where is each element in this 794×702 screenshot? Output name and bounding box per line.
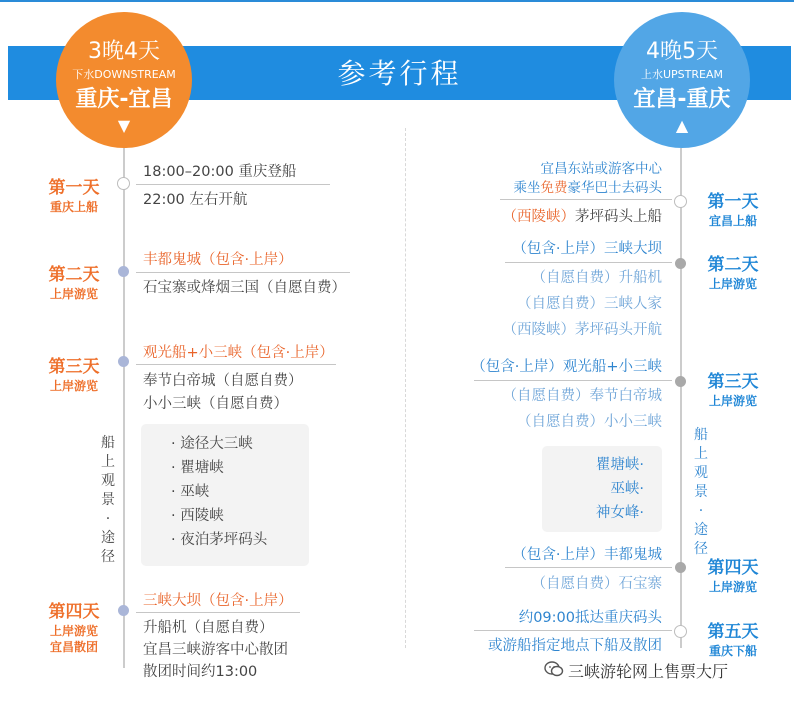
downstream-day3-highlight: 观光船+小三峡（包含·上岸）: [143, 345, 334, 361]
scenery-item: · 夜泊茅坪码头: [171, 532, 268, 548]
day-title: 第一天: [707, 192, 759, 212]
day-subtitle: 重庆下船: [708, 644, 757, 658]
watermark-text: 三峡游轮网上售票大厅: [568, 662, 729, 681]
scenery-item: · 西陵峡: [171, 508, 224, 524]
downstream-day-2: [34, 265, 114, 302]
free-highlight: 免费: [540, 180, 568, 196]
upstream-route: 宜昌-重庆: [633, 87, 731, 112]
downstream-day-3: [34, 357, 114, 394]
upstream-day5-line: 或游船指定地点下船及散团: [488, 638, 662, 654]
day-title: 第三天: [48, 357, 100, 377]
day-title: 第三天: [707, 372, 759, 392]
separator: [505, 567, 672, 568]
scenery-item: 瞿塘峡·: [595, 457, 644, 473]
separator: [136, 184, 330, 185]
day-title: 第四天: [48, 602, 100, 622]
upstream-day-4: [696, 558, 770, 595]
upstream-day-5: [696, 622, 770, 659]
top-border: [0, 0, 794, 2]
upstream-day-3: [696, 372, 770, 409]
downstream-day4-item: 升船机（自愿自费）: [143, 620, 274, 636]
day-title: 第四天: [707, 558, 759, 578]
timeline-dot: [118, 605, 129, 616]
upstream-day2-highlight: （包含·上岸）三峡大坝: [512, 241, 662, 257]
day-title: 第二天: [707, 255, 759, 275]
downstream-scenery-box: [141, 424, 309, 566]
downstream-scenery-label: 船 上 观 景 · 途 径: [101, 435, 115, 565]
day-subtitle: 上岸游览: [708, 277, 757, 291]
downstream-day-1: [34, 178, 114, 215]
downstream-nights: 3晚4天: [88, 39, 160, 64]
upstream-day1-line: [514, 178, 663, 198]
upstream-day2-item: （自愿自费）三峡人家: [517, 296, 662, 312]
upstream-scenery-label: 船 上 观 景 · 途 径: [694, 427, 708, 557]
downstream-day2-item: 石宝寨或烽烟三国（自愿自费）: [143, 280, 346, 296]
downstream-day4-highlight: 三峡大坝（包含·上岸）: [143, 593, 293, 609]
upstream-nights: 4晚5天: [646, 39, 718, 64]
scenery-item: 巫峡·: [610, 481, 644, 497]
upstream-day2-item: （自愿自费）升船机: [531, 270, 662, 286]
upstream-day4-item: （自愿自费）石宝寨: [531, 576, 662, 592]
downstream-direction: 下水DOWNSTREAM: [72, 68, 176, 81]
separator: [136, 272, 350, 273]
scenery-item: · 瞿塘峡: [171, 460, 224, 476]
day-subtitle: 宜昌散团: [49, 640, 98, 654]
separator: [500, 199, 672, 200]
upstream-day3-item: （自愿自费）小小三峡: [517, 414, 662, 430]
text-segment: （西陵峡）: [502, 209, 575, 225]
scenery-item: · 途径大三峡: [171, 436, 253, 452]
upstream-day2-item: （西陵峡）茅坪码头开航: [502, 322, 662, 338]
separator: [136, 612, 300, 613]
day-subtitle: 上岸游览: [708, 394, 757, 408]
downstream-day-4: [34, 602, 114, 655]
separator: [474, 630, 672, 631]
upstream-badge: [614, 12, 750, 148]
day-subtitle: 宜昌上船: [708, 214, 757, 228]
day-subtitle: 重庆上船: [49, 200, 98, 214]
day-subtitle: 上岸游览: [49, 379, 98, 393]
downstream-day3-item: 奉节白帝城（自愿自费）: [143, 373, 303, 389]
wechat-icon: [544, 660, 564, 678]
upstream-day1-boarding: [503, 207, 663, 227]
up-arrow-icon: ▲: [675, 116, 689, 135]
down-arrow-icon: ▼: [117, 116, 131, 135]
timeline-dot: [118, 356, 129, 367]
day-title: 第二天: [48, 265, 100, 285]
downstream-day1-line: 22:00 左右开航: [143, 192, 248, 208]
timeline-dot: [674, 625, 687, 638]
downstream-day3-item: 小小三峡（自愿自费）: [143, 396, 288, 412]
scenery-item: · 巫峡: [171, 484, 210, 500]
text-segment: 茅坪码头上船: [575, 209, 662, 225]
upstream-day-1: [696, 192, 770, 229]
downstream-day2-highlight: 丰都鬼城（包含·上岸）: [143, 252, 293, 268]
upstream-direction: 上水UPSTREAM: [641, 68, 723, 81]
timeline-dot: [674, 195, 687, 208]
timeline-dot: [117, 177, 130, 190]
downstream-route: 重庆-宜昌: [75, 87, 173, 112]
upstream-timeline: [680, 148, 682, 648]
day-title: 第一天: [48, 178, 100, 198]
upstream-day3-highlight: （包含·上岸）观光船+小三峡: [471, 359, 662, 375]
text-segment: 豪华巴士去码头: [567, 180, 662, 196]
day-subtitle: 上岸游览: [49, 287, 98, 301]
upstream-day3-item: （自愿自费）奉节白帝城: [502, 388, 662, 404]
downstream-day4-item: 宜昌三峡游客中心散团: [143, 642, 288, 658]
downstream-badge: [56, 12, 192, 148]
upstream-day4-highlight: （包含·上岸）丰都鬼城: [512, 547, 662, 563]
scenery-item: 神女峰·: [595, 505, 644, 521]
separator: [136, 364, 336, 365]
upstream-day5-line: 约09:00抵达重庆码头: [518, 610, 662, 626]
page-title: 参考行程: [337, 57, 462, 90]
timeline-dot: [675, 562, 686, 573]
downstream-day4-item: 散团时间约13:00: [143, 664, 258, 680]
upstream-scenery-box: [542, 446, 662, 532]
day-subtitle: 上岸游览: [708, 580, 757, 594]
downstream-day1-line: 18:00–20:00 重庆登船: [143, 164, 297, 180]
separator: [505, 262, 672, 263]
upstream-day-2: [696, 255, 770, 292]
timeline-dot: [675, 376, 686, 387]
separator: [474, 380, 672, 381]
day-title: 第五天: [707, 622, 759, 642]
timeline-dot: [118, 266, 129, 277]
column-divider: [405, 128, 406, 648]
downstream-timeline: [123, 148, 125, 668]
timeline-dot: [675, 258, 686, 269]
upstream-day1-line: 宜昌东站或游客中心: [540, 161, 662, 177]
day-subtitle: 上岸游览: [49, 624, 98, 638]
text-segment: 乘坐: [513, 180, 541, 196]
